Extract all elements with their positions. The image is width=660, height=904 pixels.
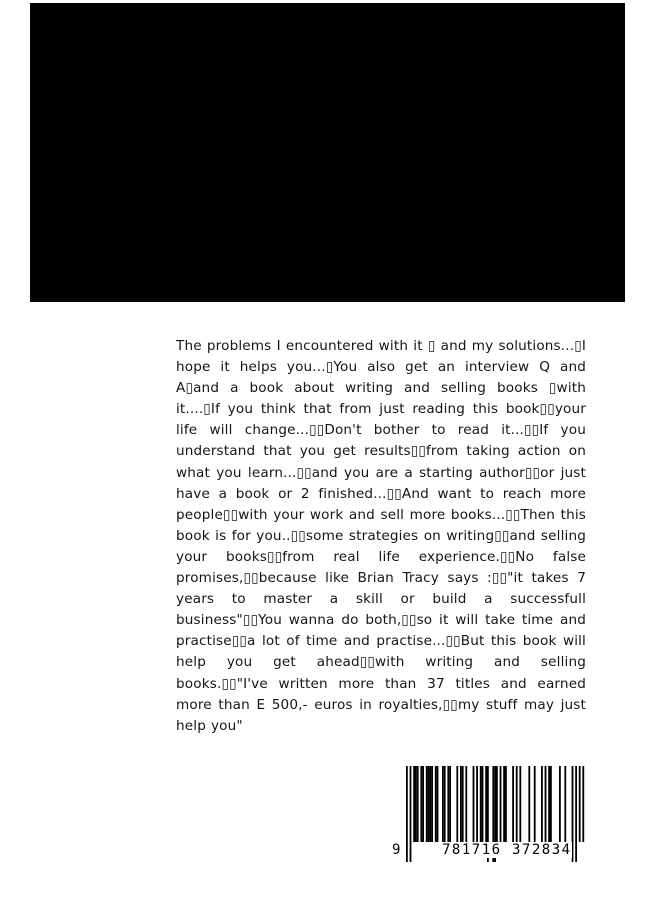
barcode-bar xyxy=(519,766,521,842)
barcode-bar xyxy=(465,766,467,842)
barcode-bar xyxy=(447,766,449,842)
isbn-barcode xyxy=(392,764,586,864)
barcode-bar xyxy=(496,766,498,842)
barcode-bar xyxy=(482,766,484,842)
barcode-bar xyxy=(503,766,505,842)
barcode-bar xyxy=(480,766,482,842)
barcode-bar xyxy=(579,766,581,842)
barcode-bar xyxy=(444,766,446,842)
cover-black-panel xyxy=(30,3,625,302)
barcode-bar xyxy=(442,766,444,842)
barcode-bar xyxy=(541,766,543,842)
barcode-bar xyxy=(500,766,502,842)
back-cover-blurb: The problems I encountered with it ▯ and my solutions...▯I hope it helps you...▯You also get an interview Q and A▯and a book about writing and selling books ▯with it....▯If you think that from just reading this book▯▯your life will change...▯▯Don't bother to read it...▯▯If you understand that you get results▯▯from taking action on what you learn...▯▯and you are a starting author▯▯or just have a book or 2 finished...▯▯And want to reach more people▯▯with your work and sell more books...▯▯Then this book is for you..▯▯some strategies on writing▯▯and selling your books▯▯from real life experience.▯▯No false promises,▯▯because like Brian Tracy says :▯▯"it takes 7 years to master a skill or build a successfull business"▯▯You wanna do both,▯▯so it will take time and practise▯▯a lot of time and practise...▯▯But this book will help you get ahead▯▯with writing and selling books.▯▯"I've written more than 37 titles and earned more than E 500,- euros in royalties,▯▯my stuff may just help you" xyxy=(176,338,586,734)
barcode-bar xyxy=(435,766,437,842)
barcode-bar xyxy=(449,766,451,842)
barcode-bar xyxy=(512,766,514,842)
barcode-bar xyxy=(428,766,430,842)
barcode-bar xyxy=(437,766,439,842)
barcode-bar xyxy=(559,766,561,842)
barcode-bar xyxy=(575,766,577,862)
barcode-bar xyxy=(460,766,462,842)
barcode-bar xyxy=(426,766,428,842)
barcode-bar xyxy=(550,766,552,842)
barcode-bar xyxy=(473,766,475,842)
barcode-bar xyxy=(431,766,433,842)
barcode-bar xyxy=(485,766,487,842)
barcode-bar xyxy=(413,766,415,842)
barcode-bar xyxy=(410,766,412,862)
barcode-bar xyxy=(505,766,507,842)
barcode-bar xyxy=(516,766,518,842)
barcode-first-digit: 9 xyxy=(392,842,402,858)
barcode-bar xyxy=(528,766,530,842)
barcode-bar xyxy=(429,766,431,842)
barcode-bar xyxy=(415,766,417,842)
barcode-bar xyxy=(564,766,566,842)
barcode-bar xyxy=(534,766,536,842)
barcode-bar xyxy=(545,766,547,842)
barcode-bar xyxy=(456,766,458,842)
barcode-bar xyxy=(548,766,550,842)
barcode-bar xyxy=(420,766,422,842)
barcode-bar xyxy=(476,766,478,842)
barcode-bar xyxy=(582,766,584,842)
barcode-right-digits: 372834 xyxy=(512,842,572,858)
barcode-bar xyxy=(422,766,424,842)
barcode-bar xyxy=(417,766,419,842)
barcode-bar xyxy=(572,766,574,862)
barcode-bar xyxy=(462,766,464,842)
barcode-left-digits: 781716 xyxy=(442,842,502,858)
barcode-bar xyxy=(406,766,408,862)
